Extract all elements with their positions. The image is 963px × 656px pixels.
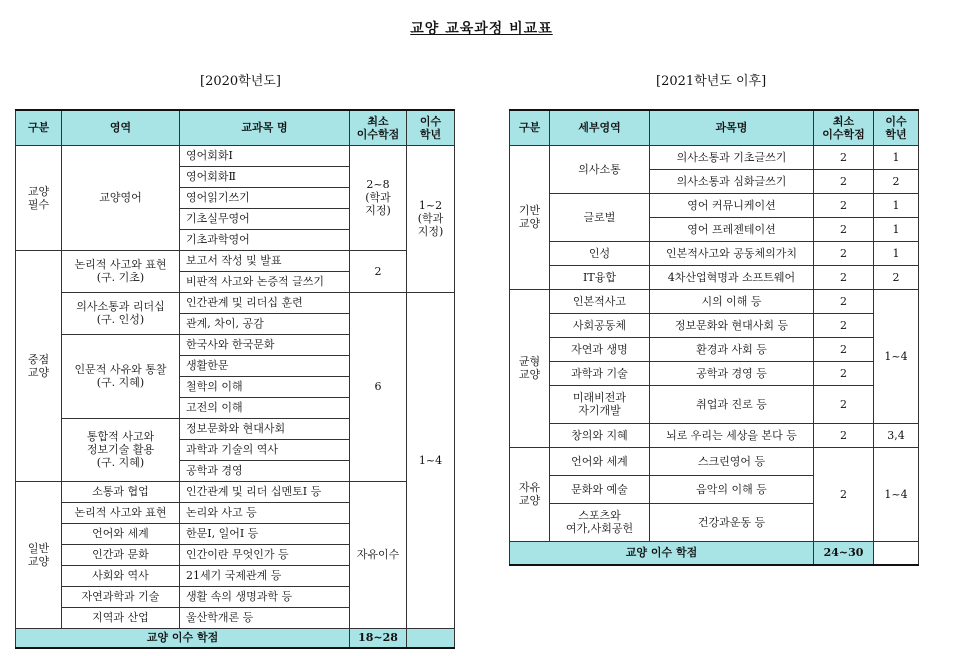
course-cell: 관계, 차이, 공감	[180, 313, 350, 334]
subarea-cell: 글로벌	[550, 193, 650, 241]
course-cell: 고전의 이해	[180, 397, 350, 418]
course-cell: 음악의 이해 등	[650, 475, 814, 503]
credit-core: 6	[350, 292, 407, 481]
course-cell: 공학과 경영 등	[650, 361, 814, 385]
credit-cell: 2	[814, 169, 874, 193]
course-cell: 영어회화Ⅰ	[180, 145, 350, 166]
area-cell: 자연과학과 기술	[62, 586, 180, 607]
total-value: 24~30	[814, 541, 874, 565]
subarea-cell: 인본적사고	[550, 289, 650, 313]
course-cell: 취업과 진로 등	[650, 385, 814, 423]
course-cell: 4차산업혁명과 소프트웨어	[650, 265, 814, 289]
course-cell: 시의 이해 등	[650, 289, 814, 313]
total-empty	[407, 628, 455, 648]
area-cell: 소통과 협업	[62, 481, 180, 502]
group-required: 교양 필수	[16, 145, 62, 250]
course-cell: 비판적 사고와 논증적 글쓰기	[180, 271, 350, 292]
credit-cell: 2	[814, 265, 874, 289]
course-cell: 정보문화와 현대사회	[180, 418, 350, 439]
left-subtitle: [2020학년도]	[200, 74, 281, 89]
course-cell: 환경과 사회 등	[650, 337, 814, 361]
header-course: 교과목 명	[180, 110, 350, 145]
course-cell: 논리와 사고 등	[180, 502, 350, 523]
course-cell: 인간이란 무엇인가 등	[180, 544, 350, 565]
year-cell: 2	[874, 169, 919, 193]
area-cell: 인간과 문화	[62, 544, 180, 565]
course-cell: 인간관계 및 리더 십멘토Ⅰ 등	[180, 481, 350, 502]
course-cell: 공학과 경영	[180, 460, 350, 481]
total-label: 교양 이수 학점	[16, 628, 350, 648]
area-logic-basic: 논리적 사고와 표현 (구. 기초)	[62, 250, 180, 292]
course-cell: 스크린영어 등	[650, 447, 814, 475]
subarea-cell: 스포츠와 여가,사회공헌	[550, 503, 650, 541]
course-cell: 영어회화Ⅱ	[180, 166, 350, 187]
credit-cell: 2	[814, 313, 874, 337]
subarea-cell: 문화와 예술	[550, 475, 650, 503]
right-subtitle: [2021학년도 이후]	[656, 74, 767, 89]
credit-general: 자유이수	[350, 481, 407, 628]
credit-cell: 2	[814, 289, 874, 313]
year-creative: 3,4	[874, 423, 919, 447]
group-core: 중점 교양	[16, 250, 62, 481]
year-rest: 1~4	[407, 292, 455, 628]
area-cell: 사회와 역사	[62, 565, 180, 586]
subarea-cell: 미래비전과 자기개발	[550, 385, 650, 423]
year-cell: 1	[874, 145, 919, 169]
course-cell: 영어읽기쓰기	[180, 187, 350, 208]
table-2020	[15, 109, 455, 649]
area-communication: 의사소통과 리더십 (구. 인성)	[62, 292, 180, 334]
group-free: 자유 교양	[510, 447, 550, 541]
course-cell: 기초과학영어	[180, 229, 350, 250]
credit-cell: 2	[814, 145, 874, 169]
total-empty	[874, 541, 919, 565]
course-cell: 기초실무영어	[180, 208, 350, 229]
header-area: 영역	[62, 110, 180, 145]
subarea-cell: 인성	[550, 241, 650, 265]
year-balanced: 1~4	[874, 289, 919, 423]
course-cell: 건강과운동 등	[650, 503, 814, 541]
year-free: 1~4	[874, 447, 919, 541]
subarea-cell: 사회공동체	[550, 313, 650, 337]
credit-cell: 2	[814, 385, 874, 423]
course-cell: 보고서 작성 및 발표	[180, 250, 350, 271]
credit-cell: 2	[814, 241, 874, 265]
credit-cell: 2	[814, 423, 874, 447]
subarea-cell: 언어와 세계	[550, 447, 650, 475]
header-course: 과목명	[650, 110, 814, 145]
subarea-cell: 과학과 기술	[550, 361, 650, 385]
course-cell: 영어 프레젠테이션	[650, 217, 814, 241]
area-cell: 논리적 사고와 표현	[62, 502, 180, 523]
area-cell: 언어와 세계	[62, 523, 180, 544]
area-integration: 통합적 사고와 정보기술 활용 (구. 지혜)	[62, 418, 180, 481]
course-cell: 정보문화와 현대사회 등	[650, 313, 814, 337]
area-humanities: 인문적 사유와 통찰 (구. 지혜)	[62, 334, 180, 418]
year-english: 1~2 (학과 지정)	[407, 145, 455, 292]
course-cell: 한국사와 한국문화	[180, 334, 350, 355]
year-cell: 1	[874, 193, 919, 217]
total-label: 교양 이수 학점	[510, 541, 814, 565]
credit-free: 2	[814, 447, 874, 541]
table-2021	[509, 109, 919, 566]
header-year: 이수 학년	[407, 110, 455, 145]
subarea-cell: 의사소통	[550, 145, 650, 193]
group-basic: 기반 교양	[510, 145, 550, 289]
header-division: 구분	[510, 110, 550, 145]
credit-logic: 2	[350, 250, 407, 292]
course-cell: 의사소통과 심화글쓰기	[650, 169, 814, 193]
course-cell: 인간관계 및 리더십 훈련	[180, 292, 350, 313]
page-title: 교양 교육과정 비교표	[410, 21, 553, 37]
year-cell: 2	[874, 265, 919, 289]
course-cell: 의사소통과 기초글쓰기	[650, 145, 814, 169]
header-min-credit: 최소 이수학점	[814, 110, 874, 145]
credit-cell: 2	[814, 193, 874, 217]
course-cell: 영어 커뮤니케이션	[650, 193, 814, 217]
area-cell: 지역과 산업	[62, 607, 180, 628]
course-cell: 과학과 기술의 역사	[180, 439, 350, 460]
year-cell: 1	[874, 217, 919, 241]
course-cell: 한문Ⅰ, 일어Ⅰ 등	[180, 523, 350, 544]
header-min-credit: 최소 이수학점	[350, 110, 407, 145]
subarea-cell: 창의와 지혜	[550, 423, 650, 447]
course-cell: 철학의 이해	[180, 376, 350, 397]
credit-cell: 2	[814, 361, 874, 385]
course-cell: 생활 속의 생명과학 등	[180, 586, 350, 607]
credit-english: 2~8 (학과 지정)	[350, 145, 407, 250]
year-cell: 1	[874, 241, 919, 265]
course-cell: 울산학개론 등	[180, 607, 350, 628]
subarea-cell: 자연과 생명	[550, 337, 650, 361]
course-cell: 뇌로 우리는 세상을 본다 등	[650, 423, 814, 447]
header-subarea: 세부영역	[550, 110, 650, 145]
area-english: 교양영어	[62, 145, 180, 250]
credit-cell: 2	[814, 217, 874, 241]
course-cell: 인본적사고와 공동체의가치	[650, 241, 814, 265]
header-year: 이수 학년	[874, 110, 919, 145]
group-general: 일반 교양	[16, 481, 62, 628]
course-cell: 21세기 국제관계 등	[180, 565, 350, 586]
total-value: 18~28	[350, 628, 407, 648]
group-balanced: 균형 교양	[510, 289, 550, 447]
subarea-cell: IT융합	[550, 265, 650, 289]
header-division: 구분	[16, 110, 62, 145]
credit-cell: 2	[814, 337, 874, 361]
course-cell: 생활한문	[180, 355, 350, 376]
